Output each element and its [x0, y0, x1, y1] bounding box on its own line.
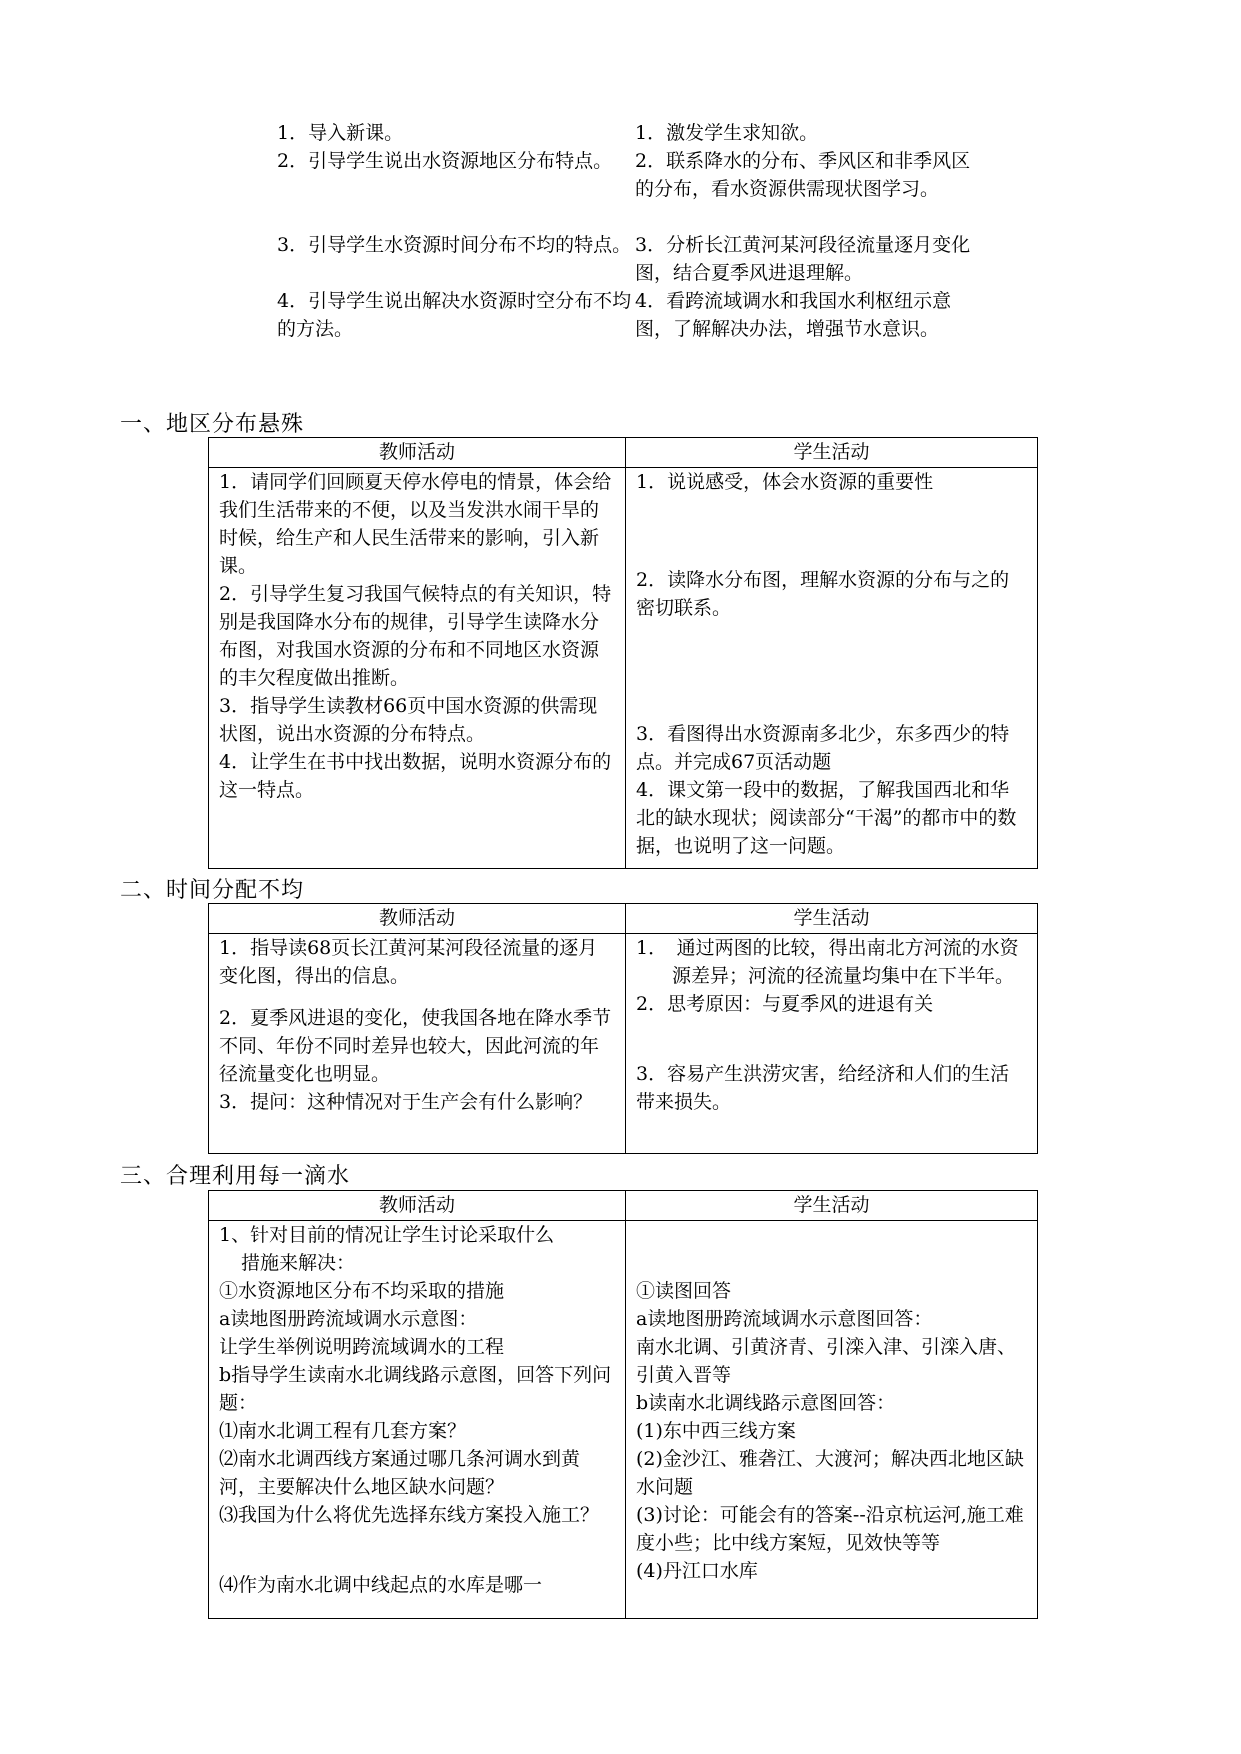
- student-activity-item: (2)金沙江、雅砻江、大渡河；解决西北地区缺水问题: [636, 1448, 1024, 1498]
- intro-teacher-column: [277, 119, 635, 343]
- teacher-activity-item: ①水资源地区分布不均采取的措施: [219, 1280, 505, 1302]
- activity-table: [208, 903, 1038, 1154]
- student-activity-item: 3．容易产生洪涝灾害，给经济和人们的生活带来损失。: [636, 1063, 1010, 1113]
- student-activity-item: 1． 通过两图的比较，得出南北方河流的水资源差异；河流的径流量均集中在下半年。: [636, 937, 1019, 987]
- teacher-activity-item: 让学生举例说明跨流域调水的工程: [219, 1336, 505, 1358]
- activity-table: [208, 1190, 1038, 1619]
- student-activity-item: 2．思考原因：与夏季风的进退有关: [636, 993, 934, 1015]
- student-activity-item: b读南水北调线路示意图回答：: [636, 1392, 896, 1414]
- student-activity-item: (4)丹江口水库: [636, 1560, 758, 1582]
- teacher-activity-cell: [209, 1221, 626, 1619]
- intro-teacher-item: 4．引导学生说出解决水资源时空分布不均的方法。: [277, 290, 632, 340]
- teacher-activity-item: ⑴南水北调工程有几套方案？: [219, 1420, 467, 1442]
- teacher-activity-item: ⑵南水北调西线方案通过哪几条河调水到黄河，主要解决什么地区缺水问题？: [219, 1448, 581, 1498]
- intro-block: [277, 119, 977, 343]
- student-activity-cell: [626, 1221, 1038, 1619]
- student-activity-cell: [626, 468, 1038, 869]
- teacher-activity-item: 3．指导学生读教材66页中国水资源的供需现状图，说出水资源的分布特点。: [219, 695, 598, 745]
- intro-teacher-item: 3．引导学生水资源时间分布不均的特点。: [277, 234, 632, 256]
- teacher-activity-cell: [209, 468, 626, 869]
- section-heading: 三、合理利用每一滴水: [120, 1164, 351, 1189]
- student-activity-cell: [626, 934, 1038, 1154]
- column-header-student: 学生活动: [626, 438, 1038, 468]
- column-header-teacher: 教师活动: [209, 904, 626, 934]
- column-header-student: 学生活动: [626, 904, 1038, 934]
- column-header-student: 学生活动: [626, 1191, 1038, 1221]
- teacher-activity-item: 4．让学生在书中找出数据，说明水资源分布的这一特点。: [219, 751, 612, 801]
- intro-student-item: 2．联系降水的分布、季风区和非季风区的分布，看水资源供需现状图学习。: [635, 150, 971, 200]
- intro-student-item: 3．分析长江黄河某河段径流量逐月变化图，结合夏季风进退理解。: [635, 234, 971, 284]
- intro-student-item: 4．看跨流域调水和我国水利枢纽示意图，了解解决办法，增强节水意识。: [635, 290, 952, 340]
- teacher-activity-item: 1．请同学们回顾夏天停水停电的情景，体会给我们生活带来的不便，以及当发洪水闹干旱的时候，给生产和人民生活带来的影响，引入新课。: [219, 471, 612, 577]
- teacher-activity-item: 1．指导读68页长江黄河某河段径流量的逐月变化图，得出的信息。: [219, 937, 598, 987]
- student-activity-item: (3)讨论：可能会有的答案--沿京杭运河,施工难度小些；比中线方案短，见效快等等: [636, 1504, 1024, 1554]
- activity-table: [208, 437, 1038, 869]
- student-activity-item: 3．看图得出水资源南多北少，东多西少的特点。并完成67页活动题: [636, 723, 1010, 773]
- teacher-activity-cell: [209, 934, 626, 1154]
- intro-teacher-item: 2．引导学生说出水资源地区分布特点。: [277, 150, 613, 172]
- student-activity-item: a读地图册跨流域调水示意图回答：: [636, 1308, 933, 1330]
- teacher-activity-item: 1、针对目前的情况让学生讨论采取什么: [219, 1224, 555, 1246]
- teacher-activity-item: ⑶我国为什么将优先选择东线方案投入施工？: [219, 1504, 600, 1526]
- student-activity-item: ①读图回答: [636, 1280, 732, 1302]
- teacher-activity-item: 2．引导学生复习我国气候特点的有关知识，特别是我国降水分布的规律，引导学生读降水分布图，对我国水资源的分布和不同地区水资源的丰欠程度做出推断。: [219, 583, 612, 689]
- teacher-activity-item: 2．夏季风进退的变化，使我国各地在降水季节不同、年份不同时差异也较大，因此河流的年径流量变化也明显。: [219, 1007, 612, 1085]
- teacher-activity-item: 3．提问：这种情况对于生产会有什么影响？: [219, 1091, 593, 1113]
- teacher-activity-item: ⑷作为南水北调中线起点的水库是哪一: [219, 1574, 543, 1596]
- column-header-teacher: 教师活动: [209, 1191, 626, 1221]
- teacher-activity-item: a读地图册跨流域调水示意图：: [219, 1308, 478, 1330]
- teacher-activity-item: 措施来解决：: [241, 1252, 356, 1274]
- student-activity-item: 1．说说感受，体会水资源的重要性: [636, 471, 934, 493]
- section-heading: 二、时间分配不均: [120, 878, 305, 903]
- section-heading: 一、地区分布悬殊: [120, 412, 305, 437]
- student-activity-item: 4．课文第一段中的数据，了解我国西北和华北的缺水现状；阅读部分“干渴”的都市中的数据，也说明了这一问题。: [636, 779, 1017, 857]
- intro-student-column: [635, 119, 975, 343]
- column-header-teacher: 教师活动: [209, 438, 626, 468]
- student-activity-item: 2．读降水分布图，理解水资源的分布与之的密切联系。: [636, 569, 1010, 619]
- intro-student-item: 1．激发学生求知欲。: [635, 122, 819, 144]
- student-activity-item: 南水北调、引黄济青、引滦入津、引滦入唐、引黄入晋等: [636, 1336, 1017, 1386]
- student-activity-item: (1)东中西三线方案: [636, 1420, 796, 1442]
- teacher-activity-item: b指导学生读南水北调线路示意图，回答下列问题：: [219, 1364, 612, 1414]
- intro-teacher-item: 1．导入新课。: [277, 122, 404, 144]
